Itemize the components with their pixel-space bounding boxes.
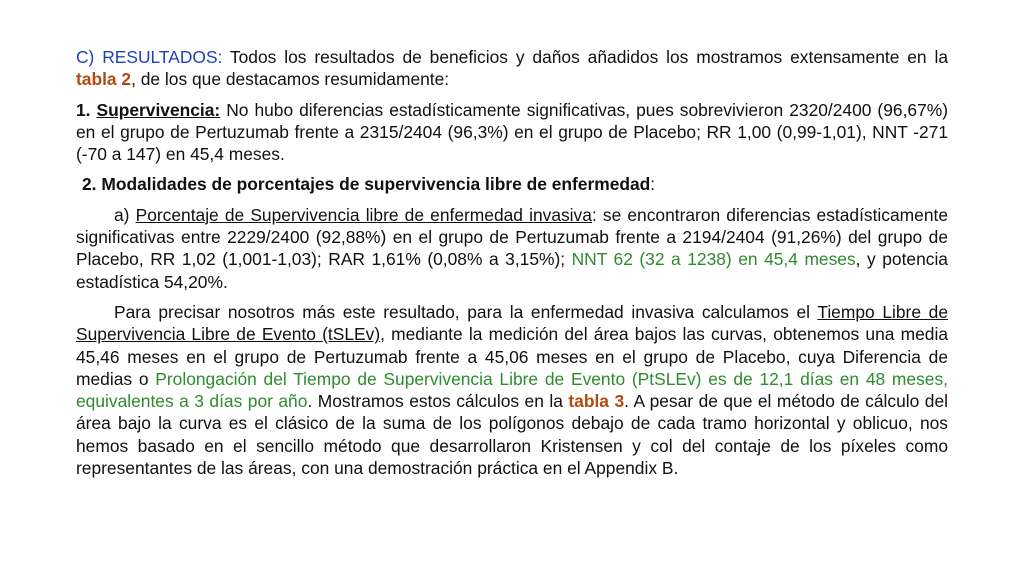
invasive-dfs-text: : se encontraron diferencias estadísticamente significativas entre 2229/2400 (92,88%) en el grupo de Pertuzumab frente a 2194/2404 (91,26%) del grupo de Placebo, RR 1,02 (1,001-1,03); RAR 1,61% (0,08% a 3,15%);	[76, 204, 949, 270]
disease-free-heading-colon: :	[650, 174, 656, 195]
results-text-block	[76, 46, 948, 487]
event-free-time-paragraph	[76, 301, 948, 479]
disease-free-heading-paragraph	[76, 173, 948, 195]
results-heading: C) RESULTADOS:	[76, 47, 223, 67]
invasive-dfs-prefix: a)	[114, 204, 136, 225]
event-free-text-c: . Mostramos estos cálculos en la	[307, 391, 569, 412]
invasive-dfs-term: Porcentaje de Supervivencia libre de enfermedad invasiva	[135, 204, 592, 225]
table-3-reference: tabla 3	[568, 391, 625, 412]
survival-number: 1.	[76, 99, 97, 120]
survival-text: No hubo diferencias estadísticamente significativas, pues sobrevivieron 2320/2400 (96,67%) en el grupo de Pertuzumab frente a 2315/2404 (96,3%) en el grupo de Placebo; RR 1,00 (0,99-1,01), NNT -271 (-70 a 147) en 45,4 meses.	[76, 99, 948, 165]
nnt-highlight: NNT 62 (32 a 1238) en 45,4 meses	[571, 249, 856, 270]
results-intro-paragraph	[76, 46, 948, 91]
disease-free-heading: 2. Modalidades de porcentajes de supervivencia libre de enfermedad	[82, 174, 651, 195]
survival-heading: Supervivencia:	[96, 99, 221, 120]
intro-text-end: , de los que destacamos resumidamente:	[131, 69, 450, 90]
event-free-text-d: . A pesar de que el método de cálculo del área bajo la curva es el clásico de la suma de los polígonos debajo de cada tramo horizontal y oblicuo, nos hemos basado en el sencillo método que desarrollaron Kristensen y col del contaje de los píxeles como representantes de las áreas, con una demostración práctica en el Appendix B.	[76, 391, 949, 479]
table-2-reference: tabla 2	[76, 69, 132, 90]
invasive-dfs-paragraph	[76, 204, 948, 293]
survival-paragraph	[76, 99, 948, 166]
event-free-text-b: , mediante la medición del área bajos las curvas, obtenemos una media 45,46 meses en el grupo de Pertuzumab frente a 45,06 meses en el grupo de Placebo, cuya Diferencia de medias o	[76, 324, 948, 389]
ptslev-highlight: Prolongación del Tiempo de Supervivencia Libre de Evento (PtSLEv) es de 12,1 días en 48 meses, equivalentes a 3 días por año	[76, 368, 948, 412]
event-free-text-a: Para precisar nosotros más este resultado, para la enfermedad invasiva calculamos el	[114, 301, 818, 322]
invasive-dfs-tail: , y potencia estadística 54,20%.	[76, 249, 948, 292]
tslev-term: Tiempo Libre de Supervivencia Libre de Evento (tSLEv)	[76, 301, 948, 345]
intro-text: Todos los resultados de beneficios y daños añadidos los mostramos extensamente en la	[222, 47, 949, 67]
